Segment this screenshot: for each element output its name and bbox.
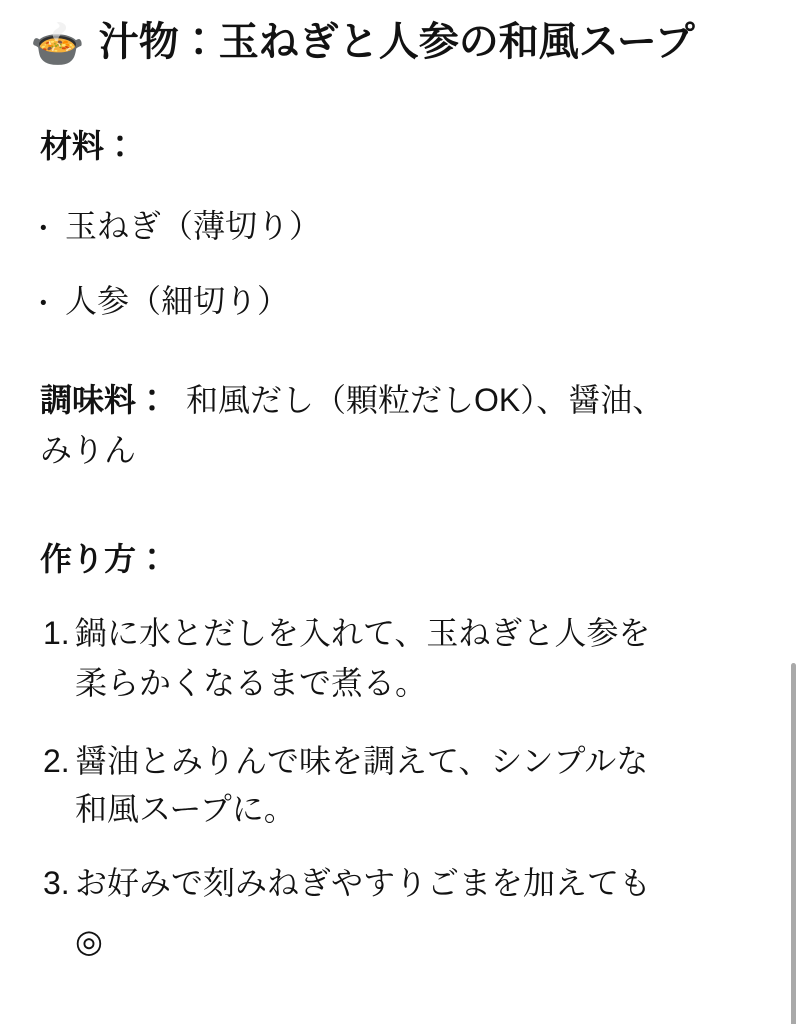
- step-text-wrap: ◎: [75, 923, 103, 959]
- ingredient-list-item: [40, 210, 321, 242]
- step-item: [40, 745, 648, 777]
- pot-of-food-emoji-icon: 🍲: [30, 20, 85, 69]
- seasoning-text: 和風だし（顆粒だしOK）、醤油、: [186, 382, 665, 418]
- scrollbar-thumb[interactable]: [791, 663, 796, 1024]
- seasoning-paragraph: [40, 384, 664, 416]
- ingredient-text: 人参（細切り）: [65, 283, 290, 319]
- step-number: 2.: [43, 743, 70, 779]
- page-title: [30, 22, 695, 67]
- step-text: 醤油とみりんで味を調えて、シンプルな: [75, 743, 649, 779]
- ingredients-heading: 材料：: [40, 128, 137, 164]
- seasoning-label: 調味料：: [40, 382, 169, 418]
- step-text-wrap: 和風スープに。: [75, 791, 296, 827]
- step-text: 鍋に水とだしを入れて、玉ねぎと人参を: [75, 615, 651, 651]
- step-number: 1.: [43, 615, 70, 651]
- step-text-wrap: 柔らかくなるまで煮る。: [75, 665, 428, 701]
- step-text: お好みで刻みねぎやすりごまを加えても: [75, 865, 652, 901]
- directions-heading: 作り方：: [40, 541, 169, 577]
- bullet-icon: •: [40, 293, 47, 314]
- step-item: [40, 867, 651, 899]
- ingredient-text: 玉ねぎ（薄切り）: [65, 208, 322, 244]
- page-title-text: 汁物：玉ねぎと人参の和風スープ: [98, 20, 695, 64]
- seasoning-paragraph-wrap: みりん: [40, 432, 137, 468]
- step-number: 3.: [43, 865, 70, 901]
- ingredient-list-item: [40, 285, 289, 317]
- step-item: [40, 617, 650, 649]
- bullet-icon: •: [40, 218, 47, 239]
